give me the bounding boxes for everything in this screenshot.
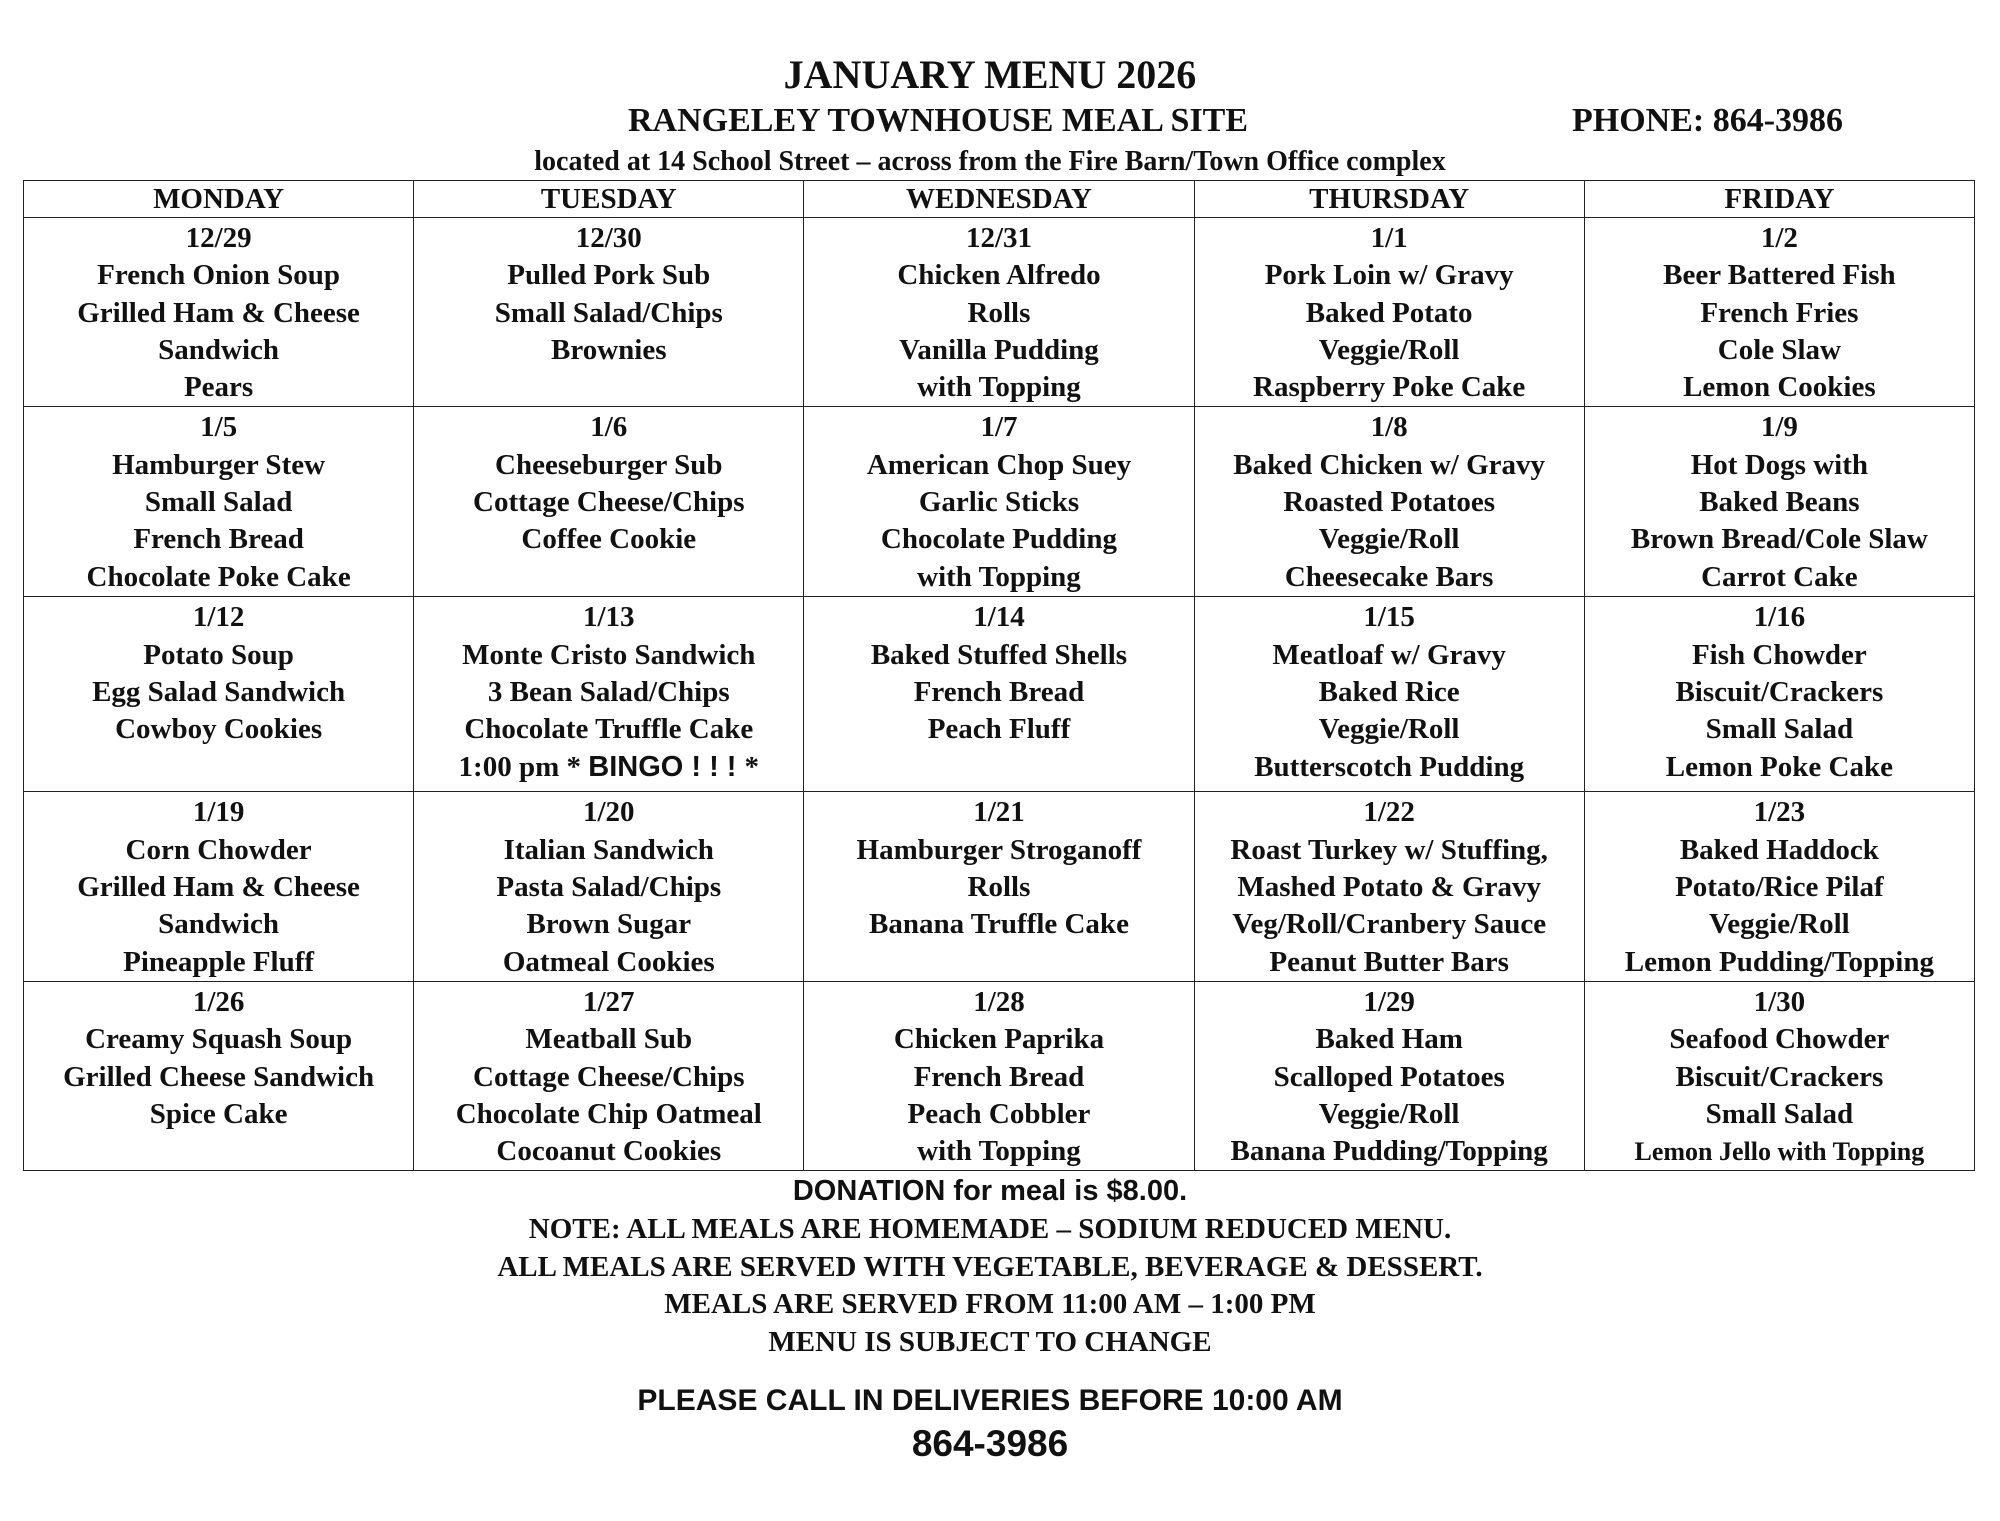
menu-item: French Fries	[1700, 296, 1859, 329]
menu-item: Italian Sandwich	[503, 833, 714, 866]
menu-item: Peach Fluff	[927, 713, 1071, 746]
menu-item: Cheeseburger Sub	[495, 448, 723, 481]
menu-date: 1/20	[583, 796, 635, 829]
menu-item: Oatmeal Cookies	[502, 945, 715, 978]
menu-item: Spice Cake	[149, 1097, 288, 1130]
menu-item: Hamburger Stew	[112, 448, 326, 481]
menu-item: Fish Chowder	[1691, 638, 1867, 671]
menu-item: Pulled Pork Sub	[507, 259, 711, 292]
menu-date: 1/19	[192, 796, 245, 829]
menu-cell-wednesday	[804, 792, 1194, 981]
menu-date: 1/29	[1363, 985, 1415, 1018]
day-header-friday: FRIDAY	[1584, 181, 1974, 218]
menu-cell-friday	[1584, 407, 1974, 597]
menu-item: Coffee Cookie	[521, 523, 697, 556]
bingo-announcement	[416, 749, 801, 786]
week-row	[24, 792, 1975, 981]
week-row	[24, 597, 1975, 792]
week-row	[24, 218, 1975, 407]
menu-item: Baked Haddock	[1679, 833, 1879, 866]
menu-date: 1/28	[973, 985, 1025, 1018]
menu-date: 1/21	[973, 796, 1025, 829]
menu-date: 12/31	[965, 222, 1032, 254]
menu-item: Biscuit/Crackers	[1675, 1060, 1884, 1093]
menu-item: Veggie/Roll	[1709, 908, 1850, 941]
menu-cell-tuesday	[414, 792, 804, 981]
note-serving-hours: MEALS ARE SERVED FROM 11:00 AM – 1:00 PM	[664, 1288, 1316, 1320]
menu-item: Potato/Rice Pilaf	[1675, 871, 1884, 904]
menu-item: Scalloped Potatoes	[1273, 1060, 1505, 1093]
menu-item: Vanilla Pudding	[899, 333, 1099, 366]
menu-cell-tuesday	[414, 407, 804, 597]
menu-date: 1/26	[192, 985, 245, 1018]
menu-item: Baked Beans	[1699, 486, 1860, 519]
menu-item: Small Salad	[144, 486, 293, 519]
menu-item: Small Salad	[1705, 713, 1854, 746]
menu-item: Baked Chicken w/ Gravy	[1233, 448, 1546, 481]
menu-item: Roast Turkey w/ Stuffing,	[1230, 833, 1548, 866]
note-served-with: ALL MEALS ARE SERVED WITH VEGETABLE, BEVERAGE & DESSERT.	[497, 1251, 1483, 1283]
day-header-tuesday: TUESDAY	[414, 181, 804, 218]
menu-item: with Topping	[917, 371, 1081, 404]
menu-item: Seafood Chowder	[1669, 1023, 1890, 1056]
menu-item: Veggie/Roll	[1318, 523, 1460, 556]
menu-item: Garlic Sticks	[918, 486, 1080, 519]
menu-date: 1/9	[1760, 411, 1798, 444]
menu-date: 1/23	[1753, 796, 1806, 829]
menu-item: Chocolate Chip Oatmeal	[455, 1097, 762, 1130]
menu-date: 1/1	[1370, 222, 1408, 254]
menu-date: 1/5	[200, 411, 238, 444]
bingo-word: BINGO ! ! !	[588, 750, 745, 783]
menu-item: Banana Pudding/Topping	[1230, 1135, 1548, 1168]
day-header-wednesday: WEDNESDAY	[804, 181, 1194, 218]
menu-cell-friday	[1584, 981, 1974, 1170]
menu-cell-friday	[1584, 597, 1974, 792]
menu-item: Potato Soup	[143, 638, 294, 671]
menu-item: Cocoanut Cookies	[496, 1135, 722, 1168]
menu-date: 1/14	[973, 601, 1025, 634]
menu-item: Brown Sugar	[526, 908, 692, 941]
menu-item: Lemon Poke Cake	[1665, 750, 1893, 783]
menu-cell-monday	[24, 792, 414, 981]
site-name: RANGELEY TOWNHOUSE MEAL SITE	[628, 102, 1249, 139]
menu-item: Brownies	[551, 333, 667, 366]
menu-item: Veggie/Roll	[1318, 713, 1460, 746]
menu-item: Baked Ham	[1315, 1023, 1463, 1056]
bingo-time: 1:00 pm *	[458, 750, 589, 783]
menu-item: French Onion Soup	[97, 259, 340, 292]
menu-item: with Topping	[917, 1135, 1081, 1168]
menu-cell-thursday	[1194, 597, 1584, 792]
menu-item: Butterscotch Pudding	[1254, 750, 1525, 783]
menu-cell-monday	[24, 981, 414, 1170]
menu-date: 12/30	[575, 222, 642, 254]
menu-item: Corn Chowder	[125, 833, 312, 866]
menu-item: Biscuit/Crackers	[1675, 676, 1884, 709]
menu-cell-wednesday	[804, 981, 1194, 1170]
menu-cell-wednesday	[804, 218, 1194, 407]
menu-item: Small Salad/Chips	[494, 296, 723, 329]
menu-item: Hamburger Stroganoff	[856, 833, 1142, 866]
menu-item: Chocolate Truffle Cake	[464, 713, 754, 746]
donation-note: DONATION for meal is $8.00.	[792, 1175, 1188, 1207]
menu-item: Lemon Jello with Topping	[1634, 1137, 1925, 1167]
menu-date: 1/22	[1363, 796, 1415, 829]
menu-item: Hot Dogs with	[1690, 448, 1868, 481]
menu-item: Cole Slaw	[1717, 333, 1841, 366]
menu-item: Pineapple Fluff	[123, 945, 315, 978]
menu-cell-friday	[1584, 218, 1974, 407]
menu-cell-wednesday	[804, 597, 1194, 792]
menu-item: Cowboy Cookies	[115, 713, 323, 746]
menu-item: Beer Battered Fish	[1663, 259, 1896, 292]
menu-item: 3 Bean Salad/Chips	[487, 676, 730, 709]
menu-item: Monte Cristo Sandwich	[462, 638, 756, 671]
menu-item: Grilled Cheese Sandwich	[63, 1060, 375, 1093]
note-subject-to-change: MENU IS SUBJECT TO CHANGE	[768, 1326, 1212, 1358]
menu-item: Rolls	[967, 296, 1031, 329]
menu-cell-wednesday	[804, 407, 1194, 597]
menu-item: Cheesecake Bars	[1284, 560, 1494, 593]
menu-item: Pasta Salad/Chips	[496, 871, 722, 904]
menu-item: Rolls	[967, 871, 1031, 904]
menu-item: Chocolate Pudding	[880, 523, 1117, 556]
day-header-row	[24, 181, 1975, 218]
note-homemade: NOTE: ALL MEALS ARE HOMEMADE – SODIUM REDUCED MENU.	[528, 1213, 1452, 1245]
menu-item: American Chop Suey	[866, 448, 1132, 481]
menu-item: Mashed Potato & Gravy	[1237, 871, 1541, 904]
week-row	[24, 407, 1975, 597]
menu-item: Raspberry Poke Cake	[1253, 371, 1526, 404]
menu-item: Egg Salad Sandwich	[92, 676, 346, 709]
menu-item: Chocolate Poke Cake	[86, 560, 351, 593]
menu-item: French Bread	[913, 676, 1085, 709]
menu-item: Veggie/Roll	[1318, 1097, 1460, 1130]
menu-item: Veg/Roll/Cranbery Sauce	[1232, 908, 1547, 941]
menu-date: 1/27	[583, 985, 635, 1018]
menu-item: Veggie/Roll	[1318, 333, 1460, 366]
menu-item: Small Salad	[1705, 1097, 1854, 1130]
delivery-phone: 864-3986	[911, 1423, 1069, 1464]
menu-item: Pork Loin w/ Gravy	[1264, 259, 1514, 292]
day-header-monday: MONDAY	[24, 181, 414, 218]
menu-date: 1/15	[1363, 601, 1415, 634]
menu-item: Pears	[183, 371, 254, 404]
menu-item: Grilled Ham & Cheese	[77, 871, 360, 904]
menu-table	[23, 180, 1975, 1171]
menu-cell-thursday	[1194, 792, 1584, 981]
menu-item: Brown Bread/Cole Slaw	[1630, 523, 1928, 556]
menu-item: Baked Rice	[1318, 676, 1460, 709]
menu-date: 12/29	[185, 222, 252, 254]
menu-cell-thursday	[1194, 218, 1584, 407]
menu-cell-thursday	[1194, 981, 1584, 1170]
menu-cell-tuesday	[414, 981, 804, 1170]
menu-cell-tuesday	[414, 218, 804, 407]
menu-item: Sandwich	[158, 333, 280, 366]
menu-item: Peanut Butter Bars	[1269, 945, 1509, 978]
menu-item: Meatloaf w/ Gravy	[1272, 638, 1506, 671]
bingo-suffix: *	[744, 750, 760, 783]
page-title: JANUARY MENU 2026	[783, 52, 1197, 97]
menu-item: Baked Potato	[1305, 296, 1473, 329]
menu-item: Sandwich	[158, 908, 280, 941]
menu-item: Cottage Cheese/Chips	[473, 1060, 745, 1093]
menu-date: 1/13	[583, 601, 635, 634]
menu-item: Grilled Ham & Cheese	[77, 296, 360, 329]
menu-cell-monday	[24, 218, 414, 407]
menu-cell-thursday	[1194, 407, 1584, 597]
menu-item: Creamy Squash Soup	[85, 1023, 353, 1056]
menu-cell-tuesday	[414, 597, 804, 792]
menu-cell-monday	[24, 597, 414, 792]
menu-item: Peach Cobbler	[907, 1097, 1091, 1130]
menu-cell-monday	[24, 407, 414, 597]
week-row	[24, 981, 1975, 1170]
menu-cell-friday	[1584, 792, 1974, 981]
day-header-thursday: THURSDAY	[1194, 181, 1584, 218]
menu-item: Meatball Sub	[525, 1023, 693, 1056]
menu-date: 1/6	[590, 411, 628, 444]
menu-item: Lemon Pudding/Topping	[1624, 945, 1934, 978]
menu-date: 1/12	[192, 601, 245, 634]
site-location: located at 14 School Street – across from the Fire Barn/Town Office complex	[534, 146, 1446, 177]
menu-item: Banana Truffle Cake	[868, 908, 1129, 941]
menu-item: Cottage Cheese/Chips	[473, 486, 745, 519]
menu-item: Chicken Paprika	[893, 1023, 1105, 1056]
menu-item: Baked Stuffed Shells	[870, 638, 1128, 671]
menu-date: 1/16	[1753, 601, 1806, 634]
menu-date: 1/2	[1760, 222, 1798, 254]
menu-item: Lemon Cookies	[1683, 371, 1876, 404]
menu-item: Chicken Alfredo	[897, 259, 1101, 292]
menu-item: with Topping	[917, 560, 1081, 593]
menu-item: French Bread	[913, 1060, 1085, 1093]
menu-item: Roasted Potatoes	[1283, 486, 1496, 519]
menu-item: Carrot Cake	[1701, 560, 1858, 593]
deliveries-note: PLEASE CALL IN DELIVERIES BEFORE 10:00 AM	[637, 1384, 1343, 1417]
menu-date: 1/7	[980, 411, 1018, 444]
menu-date: 1/30	[1753, 985, 1806, 1018]
menu-date: 1/8	[1370, 411, 1408, 444]
header-phone: PHONE: 864-3986	[1572, 102, 1844, 139]
menu-item: French Bread	[133, 523, 304, 556]
